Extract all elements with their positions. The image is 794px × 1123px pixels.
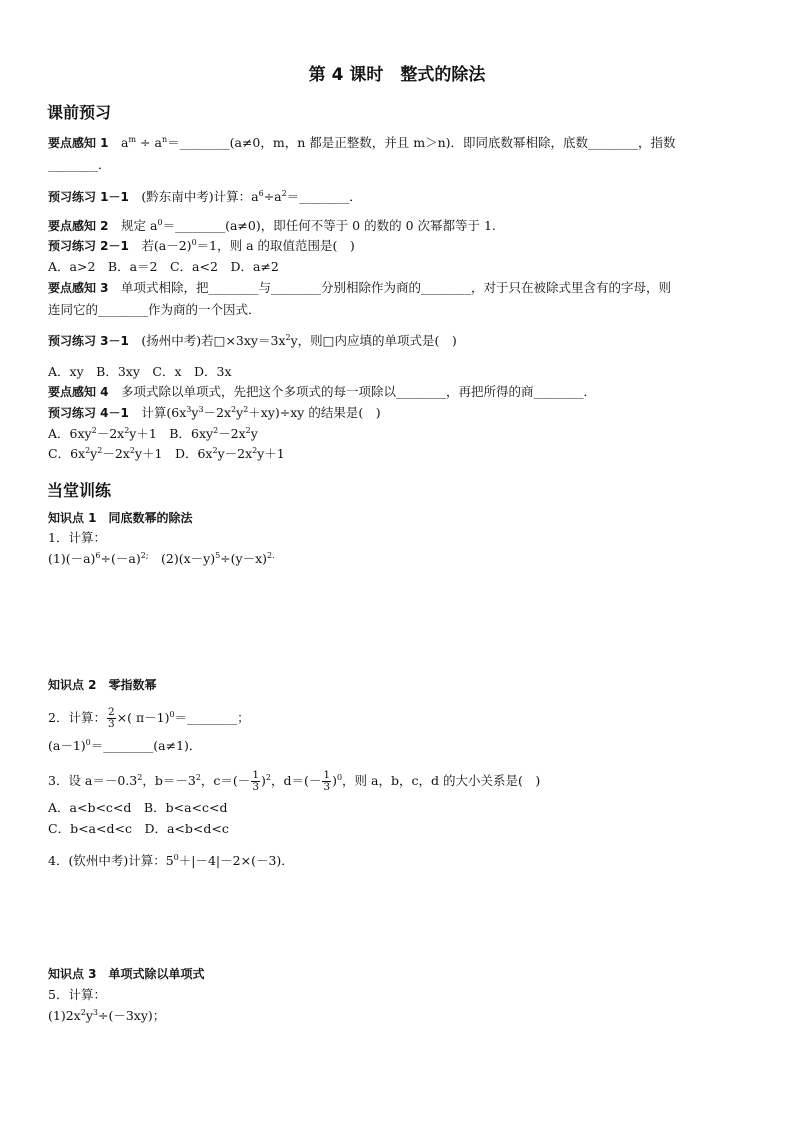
text: 2．计算： [48, 710, 106, 725]
numerator: 1 [252, 769, 259, 781]
exercise-4-1-options-ab [48, 426, 258, 442]
numerator: 2 [107, 706, 115, 718]
text: 4．(钦州中考)计算：5 [48, 853, 174, 868]
text: ＝________(a≠0)，即任何不等于 0 的数的 0 次幂都等于 1. [162, 218, 496, 233]
label: 预习练习 4－1 [48, 406, 129, 420]
exp: 2 [97, 445, 103, 455]
section-heading-preview: 课前预习 [47, 103, 112, 122]
exp: m [128, 134, 137, 144]
text: (1)(－a) [48, 551, 96, 566]
text: ÷(－3xy)； [97, 1008, 166, 1023]
text: (黔东南中考)计算：a [128, 189, 259, 204]
section-heading-practice: 当堂训练 [47, 481, 112, 500]
text: ) [261, 773, 266, 788]
exercise-3-1 [48, 333, 457, 349]
text: y [90, 446, 98, 461]
exp: 2 [231, 404, 237, 414]
text: y [191, 405, 199, 420]
exercise-3-1-options: A．xy B．3xy C．x D．3x [48, 364, 232, 379]
question-4 [48, 853, 294, 869]
text: ÷a [263, 189, 282, 204]
text: C．6x [48, 446, 86, 461]
question-2 [48, 707, 250, 730]
question-1-parts [48, 551, 275, 567]
text: y [250, 426, 258, 441]
denominator: 3 [107, 718, 115, 730]
exercise-2-1-options: A．a>2 B．a＝2 C．a<2 D．a≠2 [48, 259, 279, 274]
label: 要点感知 4 [48, 385, 109, 399]
denominator: 3 [323, 781, 331, 793]
exp: 2 [213, 425, 219, 435]
text: ) [332, 773, 337, 788]
label: 预习练习 3－1 [48, 334, 129, 348]
question-1: 1．计算： [48, 530, 106, 545]
text: A．6xy [48, 426, 92, 441]
label: 预习练习 2－1 [48, 239, 129, 253]
exp: 2. [267, 550, 275, 560]
page-title: 第 4 课时 整式的除法 [308, 65, 486, 85]
exp: 2 [124, 425, 130, 435]
text: －2x [102, 446, 130, 461]
text: 单项式相除，把________与________分别相除作为商的________，对于只在被除式里含有的字母，则 [108, 280, 672, 295]
exp: 0 [191, 237, 197, 247]
text: ，d＝(－ [270, 773, 322, 788]
exp: 0 [169, 709, 175, 719]
text: 规定 a [108, 218, 158, 233]
denominator: 3 [252, 781, 259, 793]
text: ÷ a [136, 135, 162, 150]
key-point-2 [48, 218, 496, 234]
key-point-1-cont: ________． [48, 157, 111, 172]
exercise-4-1 [48, 405, 381, 421]
exp: 6 [95, 550, 101, 560]
text: (扬州中考)若□×3xy＝3x [128, 333, 286, 348]
knowledge-point-3: 知识点 3 单项式除以单项式 [48, 967, 205, 981]
text: ÷(y－x) [220, 551, 268, 566]
question-5: 5．计算： [48, 987, 106, 1002]
question-5-part-1 [48, 1008, 165, 1024]
exp: 2 [80, 1007, 86, 1017]
key-point-3-cont: 连同它的________作为商的一个因式． [48, 302, 261, 317]
text: －2x [218, 426, 246, 441]
key-point-4 [48, 384, 596, 400]
text: ＝________(a≠1)． [90, 738, 202, 753]
question-3-options-cd: C．b<a<d<c D．a<b<d<c [48, 821, 229, 836]
exp: 2 [137, 772, 143, 782]
exp: 2 [91, 425, 97, 435]
text: y－2x [217, 446, 253, 461]
exp: 0 [157, 217, 163, 227]
text: ＋xy)÷xy 的结果是( ) [248, 405, 381, 420]
text: 多项式除以单项式，先把这个多项式的每一项除以________，再把所得的商________． [108, 384, 597, 399]
text: ＝1，则 a 的取值范围是( ) [196, 238, 355, 253]
text: －2x [96, 426, 125, 441]
knowledge-point-1: 知识点 1 同底数幂的除法 [48, 511, 193, 525]
exp: 2 [85, 445, 91, 455]
text: y，则□内应填的单项式是( ) [290, 333, 457, 348]
label: 预习练习 1－1 [48, 190, 129, 204]
label: 要点感知 1 [48, 136, 109, 150]
text: ，b＝－3 [142, 773, 196, 788]
text: (a－1) [48, 738, 86, 753]
fraction [107, 707, 116, 730]
exp: 2 [252, 445, 258, 455]
label: 要点感知 3 [48, 281, 109, 295]
text: (1)2x [48, 1008, 81, 1023]
label: 要点感知 2 [48, 219, 109, 233]
exp: 2 [243, 404, 249, 414]
key-point-3 [48, 280, 671, 296]
exp: n [161, 134, 168, 144]
text: ，c＝(－ [200, 773, 251, 788]
question-2-line2 [48, 738, 201, 754]
text: 计算(6x [128, 405, 187, 420]
text: ＝________(a≠0，m，n 都是正整数，并且 m＞n)．即同底数幂相除，底数________，指数 [167, 135, 676, 150]
text: y＋1 B．6xy [129, 426, 214, 441]
text: 若(a－2) [128, 238, 192, 253]
exercise-2-1 [48, 238, 355, 254]
text: ＝________． [286, 189, 362, 204]
text: ，则 a，b，c，d 的大小关系是( ) [342, 773, 541, 788]
exercise-1-1 [48, 189, 362, 205]
exp: 2 [245, 425, 251, 435]
exp: 2 [265, 772, 271, 782]
exp: 6 [258, 188, 264, 198]
exp: 2; [140, 550, 149, 560]
text: a [108, 135, 129, 150]
text: (2)(x－y) [148, 551, 216, 566]
knowledge-point-2: 知识点 2 零指数幂 [48, 678, 157, 692]
fraction [251, 770, 260, 793]
exp: 5 [215, 550, 221, 560]
fraction [322, 770, 331, 793]
text: ÷(－a) [100, 551, 141, 566]
exp: 2 [285, 332, 291, 342]
text: y [236, 405, 244, 420]
question-3 [48, 770, 540, 793]
exp: 2 [195, 772, 201, 782]
exp: 0 [173, 852, 179, 862]
text: y＋1 [257, 446, 285, 461]
text: y [85, 1008, 93, 1023]
text: ×( π－1) [116, 710, 170, 725]
numerator: 1 [323, 769, 331, 781]
exp: 3 [186, 404, 192, 414]
question-3-options-ab: A．a<b<c<d B．b<a<c<d [48, 800, 228, 815]
text: ＝________； [174, 710, 250, 725]
exercise-4-1-options-cd [48, 446, 285, 462]
key-point-1 [48, 135, 676, 151]
text: y＋1 D．6x [134, 446, 213, 461]
exp: 2 [129, 445, 135, 455]
exp: 2 [281, 188, 287, 198]
text: －2x [203, 405, 232, 420]
exp: 3 [198, 404, 204, 414]
exp: 0 [336, 772, 343, 782]
exp: 0 [85, 737, 91, 747]
exp: 2 [212, 445, 218, 455]
text: 3．设 a＝－0.3 [48, 773, 138, 788]
text: ＋|－4|－2×(－3)． [178, 853, 294, 868]
exp: 3 [92, 1007, 98, 1017]
